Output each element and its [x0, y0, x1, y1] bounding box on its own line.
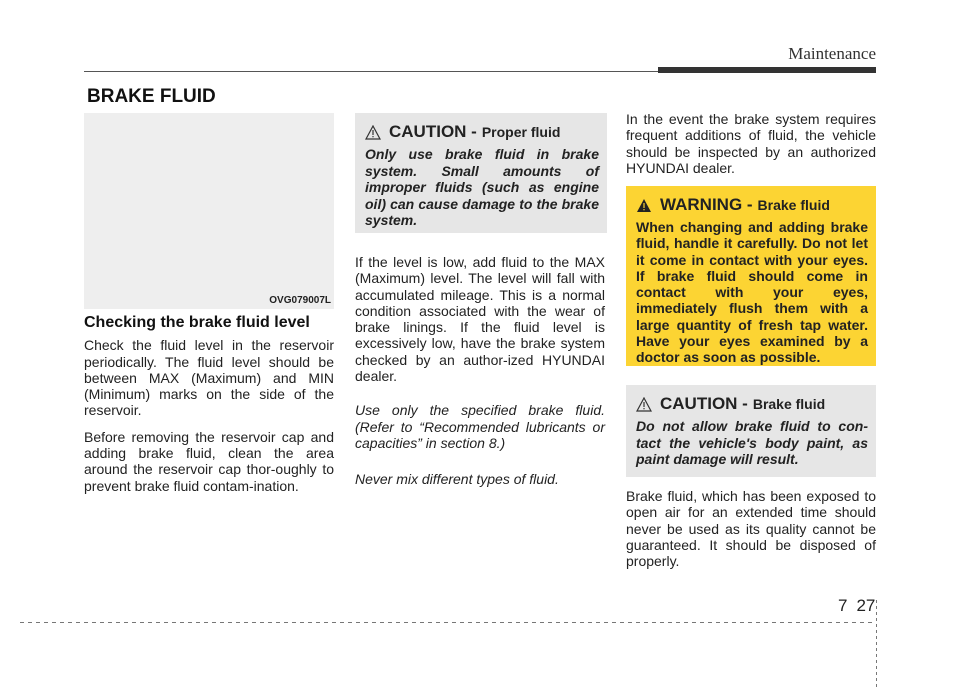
footer-rule: [20, 622, 876, 623]
header-rule-accent: [658, 67, 876, 73]
caution-subject: Brake fluid: [752, 396, 826, 412]
right-column-bottom: [626, 488, 876, 579]
paragraph: Before removing the reservoir cap and adding brake fluid, clean the area around the reservoir cap thor-oughly to prevent brake fluid contam-ination.: [84, 428, 334, 494]
caution-box-proper-fluid: [355, 113, 607, 233]
paragraph: In the event the brake system requires frequent additions of fluid, the vehicle should be inspected by an authorized HYUNDAI dealer.: [626, 111, 876, 176]
caution-subject: Proper fluid: [481, 124, 561, 140]
section-title: BRAKE FLUID: [87, 86, 216, 107]
note-italic: Use only the specified brake fluid. (Refer to “Recommended lubricants or capacities” in section 8.): [355, 402, 605, 451]
paragraph: Check the fluid level in the reservoir periodically. The fluid level should be between MAX (Maximum) and MIN (Minimum) marks on the side of the reservoir.: [84, 337, 334, 419]
warning-title: [636, 195, 868, 215]
caution-title: [365, 122, 599, 142]
caution-label: CAUTION -: [660, 394, 748, 413]
warning-box-brake-fluid: [626, 186, 876, 366]
note-italic: Never mix different types of fluid.: [355, 471, 559, 488]
caution-triangle-icon: [365, 125, 381, 140]
paragraph: If the level is low, add fluid to the MAX (Maximum) level. The level will fall with accumulated mileage. This is a normal condition associated with the wear of brake linings. If the fluid level is excessively low, have the brake system checked by an author-ized HYUNDAI dealer.: [355, 254, 605, 385]
left-column: [84, 315, 334, 504]
warning-subject: Brake fluid: [757, 197, 830, 213]
figure-code: OVG079007L: [269, 295, 331, 306]
paragraph: Brake fluid, which has been exposed to open air for an extended time should never be used as its quality cannot be guaranteed. It should be disposed of properly.: [626, 488, 876, 570]
caution-body: Do not allow brake fluid to con-tact the vehicle's body paint, as paint damage will result.: [636, 418, 868, 467]
caution-body: Only use brake fluid in brake system. Small amounts of improper fluids (such as engine oil) can cause damage to the brake system.: [365, 146, 599, 228]
page-num: 27: [856, 596, 876, 615]
middle-column: [355, 254, 605, 498]
header-title: Maintenance: [788, 44, 876, 63]
page-number: [838, 596, 875, 616]
warning-label: WARNING -: [660, 195, 753, 214]
caution-label: CAUTION -: [389, 122, 477, 141]
caution-title: [636, 394, 868, 414]
subsection-heading: Checking the brake fluid level: [84, 314, 310, 331]
reservoir-figure: [84, 113, 334, 309]
caution-box-brake-fluid: [626, 385, 876, 477]
right-column-top: [626, 111, 876, 186]
caution-triangle-icon: [636, 397, 652, 412]
warning-body: When changing and adding brake fluid, handle it carefully. Do not let it come in contact with your eyes. If brake fluid should come in contact with your eyes, immediately flush them with a large quantity of fresh tap water. Have your eyes examined by a doctor as soon as possible.: [636, 219, 868, 366]
footer-vertical-rule: [876, 600, 877, 689]
header-rule: [84, 71, 664, 72]
chapter-number: 7: [838, 596, 848, 615]
warning-triangle-icon: [636, 198, 652, 213]
